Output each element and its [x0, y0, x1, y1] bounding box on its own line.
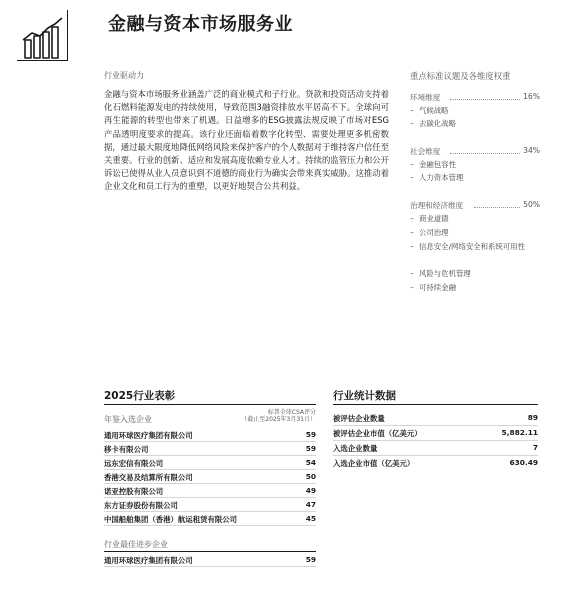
row-divider — [104, 455, 316, 456]
table-row: 诺亚控股有限公司 49 — [104, 486, 316, 496]
divider — [104, 551, 316, 552]
row-divider — [104, 566, 316, 567]
drivers-text: 金融与资本市场服务业涵盖广泛的商业模式和子行业。贷款和投资活动支持着化石燃料能源发电的持续使用，导致范围3融资排放水平居高不下。全球向可再生能源的转型也带来了机遇。日益增多的ESG披露法规反映了市场对ESG产品透明度要求的提高。该行业还面临着数字化转型、需要处理更多机密数据，通过最大限度地降低网络风险来保护客户的个人数据对于维持客户信任至关重要。行业的创新、适应和发展高度依赖专业人才。持续的监管压力和公开诉讼已使得从业人员意识到不道德的商业行为确实会带来真实威胁。这推动着企业文化和员工行为的重塑，以更好地契合公共利益。 — [104, 89, 389, 192]
row-divider — [104, 469, 316, 470]
divider — [104, 404, 316, 405]
honors-title: 2025行业表彰 — [104, 390, 176, 402]
stats-title: 行业统计数据 — [333, 390, 396, 402]
table-row: 东方证券股份有限公司 47 — [104, 500, 316, 510]
list-item: – 金融包容性 — [410, 160, 456, 169]
table-row: 入选企业市值（亿美元） 630.49 — [333, 458, 538, 468]
table-row: 远东宏信有限公司 54 — [104, 458, 316, 468]
table-row: 香港交易及结算所有限公司 50 — [104, 472, 316, 482]
page-title: 金融与资本市场服务业 — [108, 14, 293, 35]
list-item: – 去碳化战略 — [410, 119, 456, 128]
dimension-social — [410, 146, 540, 157]
dimension-weight: 34% — [523, 146, 540, 155]
list-item: – 气候战略 — [410, 106, 449, 115]
row-divider — [333, 425, 538, 426]
dotted-leader — [450, 153, 520, 154]
dimension-name: 治理和经济维度 — [410, 201, 464, 210]
dimension-name: 环境维度 — [410, 93, 441, 102]
row-divider — [104, 441, 316, 442]
row-divider — [333, 455, 538, 456]
list-item: – 人力资本管理 — [410, 173, 464, 182]
dimension-governance — [410, 200, 540, 211]
list-item: – 公司治理 — [410, 228, 449, 237]
list-item: – 信息安全/网络安全和系统可用性 — [410, 242, 525, 251]
row-divider — [104, 525, 316, 526]
dotted-leader — [450, 99, 520, 100]
list-item: – 风险与危机管理 — [410, 269, 471, 278]
weights-label: 重点标准议题及各维度权重 — [410, 71, 511, 81]
table-row: 通用环球医疗集团有限公司 59 — [104, 430, 316, 440]
score-column-header: 标普全球CSA评分 （截止至2025年3月31日） — [241, 409, 316, 423]
dotted-leader — [474, 207, 520, 208]
row-divider — [104, 497, 316, 498]
dimension-weight: 50% — [523, 200, 540, 209]
dimension-weight: 16% — [523, 92, 540, 101]
table-row: 中国船舶集团（香港）航运租赁有限公司 45 — [104, 514, 316, 524]
row-divider — [104, 511, 316, 512]
divider — [333, 404, 538, 405]
list-item: – 商业道德 — [410, 214, 449, 223]
header-icon-frame — [17, 10, 68, 61]
table-row: 被评估企业市值（亿美元） 5,882.11 — [333, 428, 538, 438]
drivers-label: 行业驱动力 — [104, 71, 144, 80]
dimension-environment — [410, 92, 540, 103]
bar-chart-icon — [17, 10, 67, 60]
table-row: 移卡有限公司 59 — [104, 444, 316, 454]
row-divider — [333, 440, 538, 441]
members-label: 年鉴入选企业 — [104, 415, 152, 424]
dimension-name: 社会维度 — [410, 147, 441, 156]
table-row: 被评估企业数量 89 — [333, 413, 538, 423]
list-item: – 可持续金融 — [410, 283, 456, 292]
table-row: 入选企业数量 7 — [333, 443, 538, 453]
table-row: 通用环球医疗集团有限公司 59 — [104, 555, 316, 565]
row-divider — [104, 483, 316, 484]
improver-label: 行业最佳进步企业 — [104, 540, 168, 549]
